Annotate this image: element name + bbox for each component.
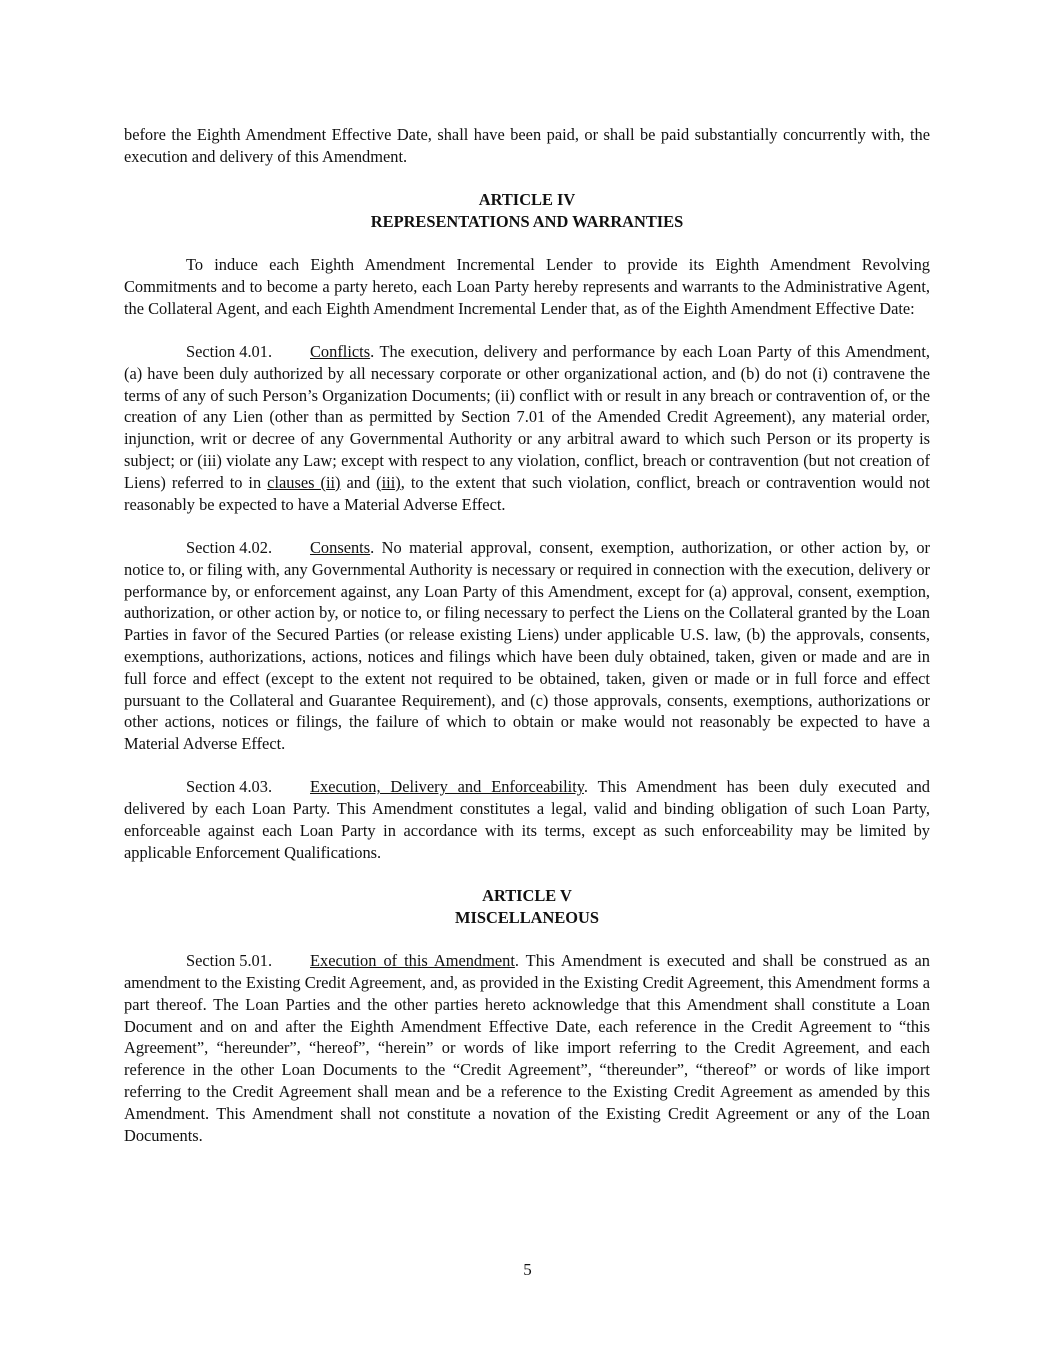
section-4-03-body: . This Amendment has been duly executed and delivered by each Loan Party. This Amendment constitutes a legal, valid and binding obligation of such Loan Party, enforceable against each Loan Party in accordance with its terms, except as such enforceability may be limited by applicable Enforcement Qualifications. [124, 777, 930, 862]
article-v-title: MISCELLANEOUS [455, 907, 599, 927]
article-iv-number: ARTICLE IV [478, 190, 576, 210]
article-v-heading [124, 885, 930, 929]
intro-paragraph: before the Eighth Amendment Effective Date, shall have been paid, or shall be paid substantially concurrently with, the execution and delivery of this Amendment. [124, 125, 930, 166]
section-4-03-label: Section 4.03. [186, 777, 273, 797]
section-4-03-title: Execution, Delivery and Enforceability [310, 777, 584, 797]
section-5-01-label: Section 5.01. [186, 951, 273, 971]
article-iv-heading [124, 189, 930, 233]
section-4-03 [124, 776, 930, 863]
article-v-number: ARTICLE V [482, 886, 572, 906]
article-iv-title: REPRESENTATIONS AND WARRANTIES [370, 211, 684, 231]
page-number: 5 [523, 1260, 532, 1279]
section-4-01-body-a: . The execution, delivery and performance by each Loan Party of this Amendment, (a) have been duly authorized by all necessary corporate or other organizational action, and (b) do not (i) contravene the terms of any of such Person’s Organization Documents; (ii) conflict with or result in any breach or contravention of, or the creation of any Lien (other than as permitted by Section 7.01 of the Amended Credit Agreement), any material order, injunction, writ or decree of any Governmental Authority or any arbitral award to which such Person or its property is subject; or (iii) violate any Law; except with respect to any violation, conflict, breach or contravention (but not creation of Liens) referred to in [124, 342, 930, 492]
section-5-01-title: Execution of this Amendment [310, 951, 515, 971]
article-iv-lead-in: To induce each Eighth Amendment Incremental Lender to provide its Eighth Amendment Revolving Commitments and to become a party hereto, each Loan Party hereby represents and warrants to the Administrative Agent, the Collateral Agent, and each Eighth Amendment Incremental Lender that, as of the Eighth Amendment Effective Date: [124, 255, 930, 318]
section-4-02-title: Consents [310, 537, 371, 557]
section-5-01-body: . This Amendment is executed and shall be construed as an amendment to the Existing Credit Agreement, and, as provided in the Existing Credit Agreement, this Amendment forms a part thereof. The Loan Parties and the other parties hereto acknowledge that this Amendment shall constitute a Loan Document and on and after the Eighth Amendment Effective Date, each reference in the Credit Agreement to “this Agreement”, “hereunder”, “hereof”, “herein” or words of like import referring to the Credit Agreement, and each reference in the other Loan Documents to the “Credit Agreement”, “thereunder”, “thereof” or words of like import referring to the Credit Agreement shall mean and be a reference to the Existing Credit Agreement as amended by this Amendment. This Amendment shall not constitute a novation of the Existing Credit Agreement or any of the Loan Documents. [124, 951, 930, 1145]
section-4-01-and: and [340, 472, 377, 492]
section-4-01-body-b: , to the extent that such violation, conflict, breach or contravention would not reasonably be expected to have a Material Adverse Effect. [124, 472, 930, 514]
section-4-02 [124, 537, 930, 755]
section-4-02-body: . No material approval, consent, exemption, authorization, or other action by, or notice to, or filing with, any Governmental Authority is necessary or required in connection with the execution, delivery or performance by, or enforcement against, any Loan Party of this Amendment, except for (a) approval, consent, exemption, authorization, or other action by, or notice to, or filing necessary to perfect the Liens on the Collateral granted by the Loan Parties in favor of the Secured Parties (or release existing Liens) under applicable U.S. law, (b) the approvals, consents, exemptions, authorizations, actions, notices and filings which have been duly obtained, taken, given or made and are in full force and effect (except to the extent not required to be obtained, taken, given or made or in full force and effect pursuant to the Collateral and Guarantee Requirement), and (c) those approvals, consents, exemptions, authorizations or other actions, notices or filings, the failure of which to obtain or make would not reasonably be expected to have a Material Adverse Effect. [124, 537, 930, 754]
section-4-01-ref-iii: (iii) [376, 472, 401, 492]
section-4-01-label: Section 4.01. [186, 342, 273, 362]
section-4-01-title: Conflicts [310, 342, 371, 362]
section-4-01 [124, 341, 930, 515]
document-page [124, 124, 930, 1146]
section-5-01 [124, 950, 930, 1146]
section-4-01-ref-clauses-ii: clauses (ii) [267, 472, 341, 492]
section-4-02-label: Section 4.02. [186, 537, 273, 557]
